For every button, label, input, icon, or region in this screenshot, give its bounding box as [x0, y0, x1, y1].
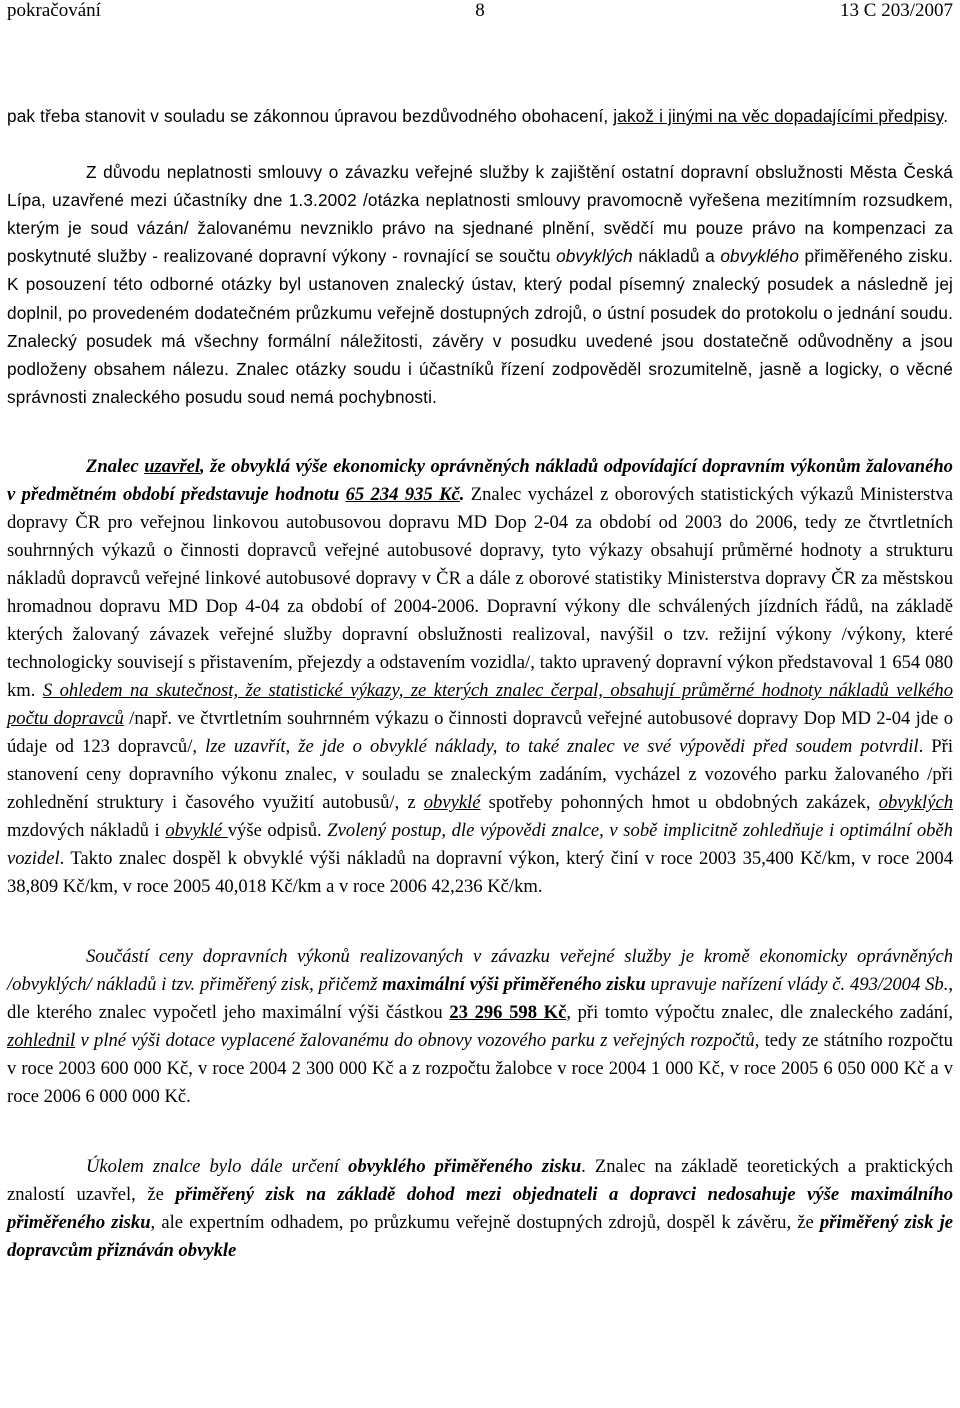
bold-italic-run: .: [459, 483, 465, 505]
paragraph-4: [7, 943, 953, 1111]
text-run: výše odpisů.: [227, 819, 328, 841]
text-run: , ale expertním odhadem, po průzkumu veřejně dostupných zdrojů, dospěl k závěru, že: [150, 1211, 820, 1233]
italic-run: v plné výši dotace vyplacené žalovanému do obnovy vozového parku z veřejných rozpočtů: [75, 1029, 755, 1051]
bold-italic-run: maximální výši přiměřeného zisku: [382, 973, 646, 995]
bold-italic-underlined-run: 65 234 935 Kč: [345, 483, 460, 505]
italic-run: Úkolem znalce bylo dále určení: [86, 1155, 349, 1177]
text-run: přiměřeného zisku. K posouzení této odborné otázky byl ustanoven znalecký ústav, který podal písemný znalecký posudek a následně jej doplnil, po provedeném dodatečném průzkumu veřejně dostupných zdrojů, o ústní posudek do protokolu o jednání soudu. Znalecký posudek má všechny formální náležitosti, závěry v posudku uvedené jsou dostatečně odůvodněny a jsou podloženy obsahem nálezu. Znalec otázky soudu i účastníků řízení zodpověděl srozumitelně, jasně a logicky, o věcné správnosti znaleckého posudu soud nemá pochybnosti.: [7, 246, 953, 407]
paragraph-gap: [7, 901, 953, 943]
text-run: . Takto znalec dospěl k obvyklé výši nákladů na dopravní výkon, který činí v roce 2003 35,400 Kč/km, v roce 2004 38,809 Kč/km, v roce 2005 40,018 Kč/km a v roce 2006 42,236 Kč/km.: [7, 847, 953, 897]
header-continuation: pokračování: [7, 0, 101, 21]
paragraph-gap: [7, 1111, 953, 1153]
bold-italic-run: přiměřený zisk je dopravcům přiznáván obvykle: [7, 1211, 953, 1261]
bold-italic-run: Znalec: [86, 455, 145, 477]
text-run: , při tomto výpočtu znalec, dle znaleckého zadání,: [566, 1001, 953, 1023]
text-run: pak třeba stanovit v souladu se zákonnou úpravou bezdůvodného obohacení,: [7, 106, 614, 126]
page-header: [7, 0, 953, 22]
section-serif: [7, 411, 953, 1265]
bold-italic-run: , že obvyklá výše ekonomicky oprávněných nákladů odpovídající dopravním výkonům žalovaného v předmětném období představuje hodnotu: [7, 455, 953, 505]
text-run: nákladů a: [632, 246, 721, 267]
paragraph-5: [7, 1153, 953, 1265]
bold-italic-run: přiměřený zisk na základě dohod mezi objednateli a dopravci nedosahuje výše maximálního přiměřeného zisku: [7, 1183, 953, 1233]
bold-underlined-run: 23 296 598 Kč: [449, 1001, 567, 1023]
text-run: spotřeby pohonných hmot u obdobných zakázek,: [480, 791, 879, 813]
text-run: mzdových nákladů i: [7, 819, 166, 841]
italic-run: lze uzavřít, že jde o obvyklé náklady, to také znalec ve své výpovědi před soudem potvrdil: [205, 735, 919, 757]
italic-run: upravuje nařízení vlády č. 493/2004 Sb.: [645, 973, 949, 995]
paragraph-1: [7, 102, 953, 130]
section-sans-1: [7, 102, 953, 130]
text-run: Znalec vycházel z oborových statistických výkazů Ministerstva dopravy ČR pro veřejnou linkovou autobusovou dopravu MD Dop 2-04 za období od 2003 do 2006, tedy ze čtvrtletních souhrnných výkazů o činnosti dopravců veřejné autobusové dopravy, tyto výkazy obsahují průměrné hodnoty a strukturu nákladů dopravců veřejné linkové autobusové dopravy v ČR a dále z oborové statistiky Ministerstva dopravy ČR za městskou hromadnou dopravu MD Dop 4-04 za období of 2004-2006. Dopravní výkony dle schválených jízdních řádů, na základě kterých žalovaný závazek veřejné služby dopravní obslužnosti realizoval, navýšil o tzv. režijní výkony /výkony, které technologicky souvisejí s přistavením, přejezdy a odstavením vozidla/, takto upravený dopravní výkon představoval 1 654 080 km.: [7, 483, 953, 701]
paragraph-2: [7, 158, 953, 411]
bold-italic-run: obvyklého přiměřeného zisku: [348, 1155, 582, 1177]
text-run: /např. ve čtvrtletním souhrnném výkazu o činnosti dopravců veřejné autobusové dopravy Dop MD 2-04 jde o údaje od 123 dopravců/,: [7, 707, 953, 757]
italic-run: Zvolený postup, dle výpovědi znalce, v sobě implicitně zohledňuje i optimální oběh vozidel: [7, 819, 953, 869]
italic-underlined-run: S ohledem na skutečnost, že statistické výkazy, ze kterých znalec čerpal, obsahují průměrné hodnoty nákladů velkého počtu dopravců: [7, 679, 953, 729]
text-run: . Znalec na základě teoretických a praktických znalostí uzavřel, že: [7, 1155, 953, 1205]
italic-underlined-run: obvyklých: [878, 791, 954, 813]
underlined-run: jakož i jinými na věc dopadajícími předpisy: [613, 106, 944, 126]
bold-italic-underlined-run: uzavřel: [144, 455, 200, 477]
text-run: .: [943, 106, 949, 126]
italic-run: obvyklého: [720, 246, 800, 267]
italic-run: Součástí ceny dopravních výkonů realizovaných v závazku veřejné služby je kromě ekonomicky oprávněných /obvyklých/ nákladů i tzv. přiměřený zisk, přičemž: [7, 945, 953, 995]
italic-run: obvyklých: [556, 246, 633, 267]
text-run: , dle kterého znalec vypočetl jeho maximální výši částkou: [7, 973, 953, 1023]
paragraph-3: [7, 453, 953, 901]
italic-underlined-run: obvyklé: [423, 791, 481, 813]
document-body: [7, 102, 953, 1265]
text-run: . Při stanovení ceny dopravního výkonu znalec, v souladu se znaleckým zadáním, vycházel z vozového parku žalovaného /při zohlednění struktury i časového využití autobusů/, z: [7, 735, 954, 813]
text-run: , tedy ze státního rozpočtu v roce 2003 600 000 Kč, v roce 2004 2 300 000 Kč a z rozpočtu žalobce v roce 2004 1 000 Kč, v roce 2005 6 050 000 Kč a v roce 2006 6 000 000 Kč.: [7, 1029, 953, 1107]
text-run: Z důvodu neplatnosti smlouvy o závazku veřejné služby k zajištění ostatní dopravní obslužnosti Města Česká Lípa, uzavřené mezi účastníky dne 1.3.2002 /otázka neplatnosti smlouvy pravomocně vyřešena mezitímním rozsudkem, kterým je soud vázán/ žalovanému nevzniklo právo na sjednané plnění, svědčí mu pouze právo na kompenzaci za poskytnuté služby - realizované dopravní výkony - rovnající se součtu: [7, 162, 953, 267]
section-sans-2: [7, 158, 953, 411]
header-page-number: 8: [475, 0, 485, 21]
italic-underlined-run: obvyklé: [165, 819, 228, 841]
header-case-number: 13 C 203/2007: [840, 0, 953, 21]
paragraph-gap: [7, 411, 953, 453]
italic-underlined-run: zohlednil: [7, 1029, 76, 1051]
